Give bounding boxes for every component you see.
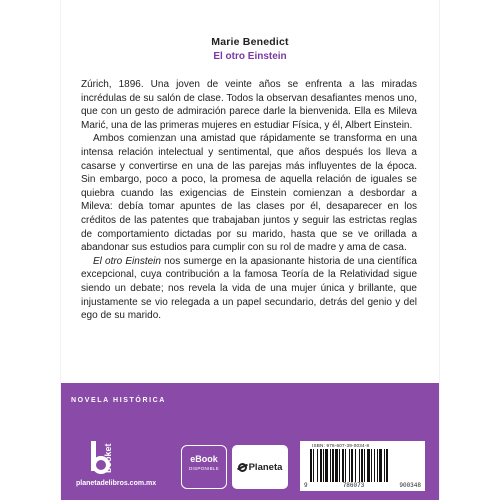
barcode-bar [351, 449, 353, 482]
barcode-bar [384, 449, 385, 482]
right-margin [439, 0, 500, 500]
barcode-bar [335, 449, 338, 482]
footer-band [61, 383, 439, 500]
barcode-bar [377, 449, 378, 482]
barcode-bar [342, 449, 344, 482]
barcode-bar [367, 449, 370, 482]
barcode-icon [304, 449, 421, 482]
synopsis-paragraph-2: Ambos comienzan una amistad que rápidamente se transforma en una intensa relación intelectual y sentimental, que años después los lleva a casarse y convertirse en una de las parejas más influyentes de la época. Sin embargo, poco a poco, la promesa de aquella relación de iguales se quiebra cuando las exigencias de Einstein comienzan a desbordar a Mileva: debía tomar apuntes de las clases por él, desaparecer en los créditos de las patentes que trabajaban juntos y seguir las estrictas reglas de comportamiento dictadas por su marido, hasta que se ve orillada a abandonar sus estudios para cumplir con su rol de madre y ama de casa. [81, 133, 417, 254]
barcode-bar [371, 449, 372, 482]
author-name: Marie Benedict [211, 36, 289, 48]
synopsis [81, 78, 417, 323]
synopsis-paragraph-3-text: nos sumerge en la apasionante historia de una científica excepcional, cuya contribución a la famosa Teoría de la Relatividad sigue siendo un debate; nos revela la vida de una mujer única y brillante, que injustamente se vio relegada a un papel secundario, detrás del genio y del ego de su marido. [81, 255, 417, 322]
planeta-globe-icon [238, 463, 247, 472]
barcode-bar [349, 449, 350, 482]
barcode-bar [379, 449, 382, 482]
left-margin [0, 0, 61, 500]
synopsis-paragraph-3 [81, 255, 417, 323]
genre-label: NOVELA HISTÓRICA [71, 397, 166, 404]
booket-logo-icon [89, 435, 115, 475]
barcode-bar [361, 449, 363, 482]
barcode-bar [364, 449, 365, 482]
synopsis-title-italic: El otro Einstein [93, 255, 161, 267]
barcode-digit-group: 900348 [399, 482, 421, 489]
barcode-bar [323, 449, 324, 482]
isbn-number: ISBN: 978-607-39-0034-8 [312, 443, 370, 448]
barcode-bar [320, 449, 322, 482]
barcode-bar [310, 449, 312, 482]
ebook-sublabel: DISPONIBLE [188, 466, 219, 471]
barcode-bar [332, 449, 334, 482]
barcode-bar [325, 449, 328, 482]
planeta-logo [232, 445, 288, 489]
barcode-bar [374, 449, 375, 482]
barcode-bar [345, 449, 346, 482]
barcode-bar [313, 449, 314, 482]
ebook-badge [181, 445, 227, 489]
back-cover-page [61, 0, 439, 500]
planeta-label: Planeta [248, 461, 283, 473]
ebook-label: eBook [190, 454, 218, 464]
barcode-bar [359, 449, 360, 482]
barcode-digits [304, 482, 421, 489]
barcode-bar [317, 449, 318, 482]
isbn-barcode [300, 441, 425, 491]
barcode-bar [386, 449, 388, 482]
synopsis-paragraph-1: Zúrich, 1896. Una joven de veinte años se enfrenta a las miradas incrédulas de su salón de clase. Todos la observan desafiantes menos uno, que con un gesto de admiración parece darle la bienvenida. Ella es Mileva Marić, una de las primeras mujeres en estudiar Física, y él, Albert Einstein. [81, 79, 417, 131]
publisher-website: planetadelibros.com.mx [76, 480, 157, 487]
barcode-bar [355, 449, 356, 482]
barcode-bar [339, 449, 340, 482]
barcode-digit-group: 9 [304, 482, 308, 489]
booket-logo-wordmark: booket [103, 443, 113, 473]
barcode-digit-group: 786073 [342, 482, 365, 489]
barcode-bar [330, 449, 331, 482]
book-title: El otro Einstein [213, 51, 287, 62]
